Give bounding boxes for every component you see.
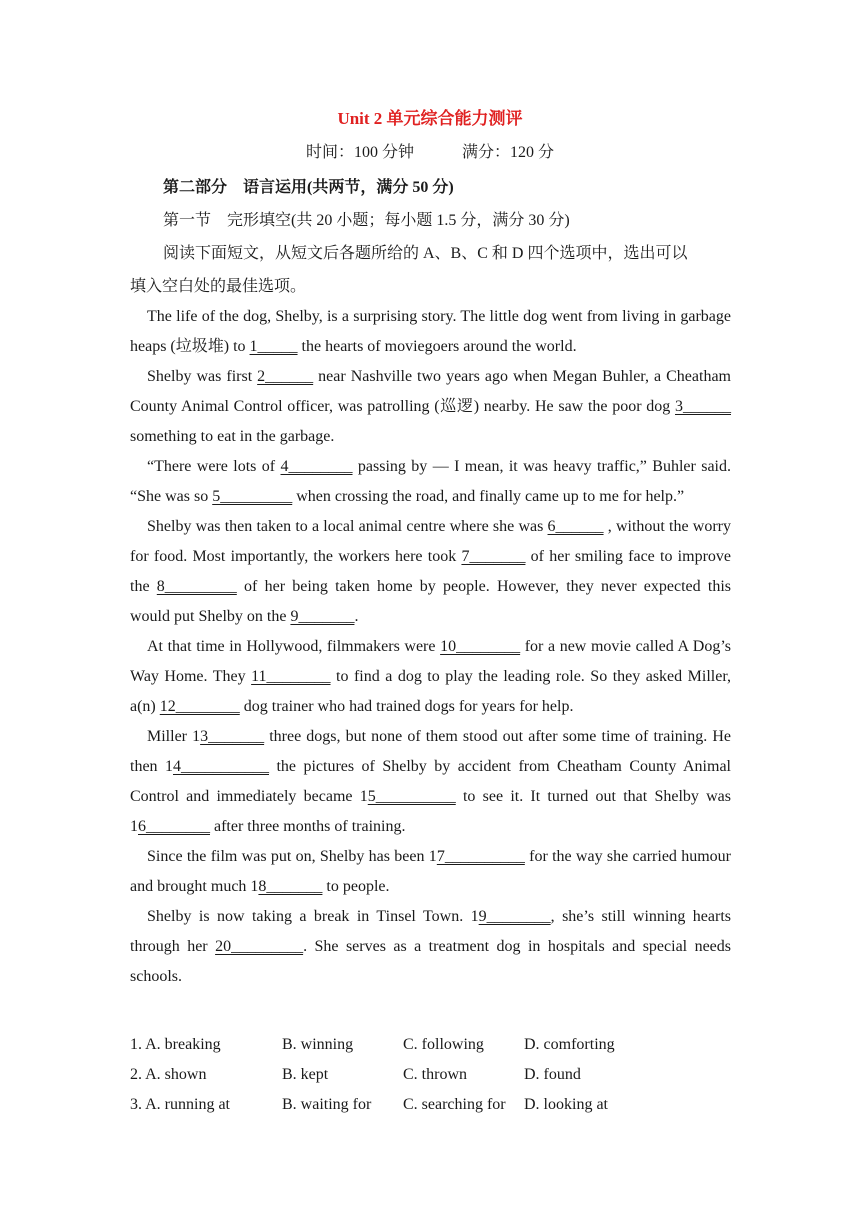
page-title: Unit 2 单元综合能力测评	[337, 109, 523, 128]
blank-2: 2______	[257, 368, 314, 385]
blank-20: 20_________	[215, 938, 304, 955]
option-a: 1. A. breaking	[130, 1036, 221, 1053]
blank-5: 5_________	[212, 488, 293, 505]
option-a: 3. A. running at	[130, 1096, 230, 1113]
blank-15: 5__________	[367, 788, 456, 805]
passage-paragraph: Since the film was put on, Shelby has been 17__________ for the way she carried humour and brought much 18_______ to people.	[130, 848, 732, 895]
instruction-line-1: 阅读下面短文，从短文后各题所给的 A、B、C 和 D 四个选项中，选出可以	[163, 245, 688, 262]
option-b: B. waiting for	[282, 1096, 372, 1113]
option-d: D. found	[524, 1066, 581, 1083]
blank-7: 7_______	[461, 548, 526, 565]
answer-options	[130, 1030, 644, 1120]
blank-3: 3______	[675, 398, 731, 415]
option-c: C. searching for	[403, 1096, 506, 1113]
blank-17: 7__________	[436, 848, 525, 865]
passage-paragraph: Miller 13_______ three dogs, but none of them stood out after some time of training. He then 14___________ the pictures of Shelby by accident from Cheatham County Animal Control and immediately became 15__________ to see it. It turned out that Shelby was 16________ after three months of training.	[130, 728, 732, 835]
option-row-2	[130, 1060, 644, 1090]
blank-10: 10________	[440, 638, 521, 655]
blank-12: 12________	[159, 698, 240, 715]
subsection-heading: 第一节 完形填空(共 20 小题；每小题 1.5 分，满分 30 分)	[163, 212, 570, 229]
exam-time: 时间：100 分钟	[305, 144, 414, 161]
blank-14: 4___________	[173, 758, 269, 775]
blank-4: 4________	[280, 458, 353, 475]
option-c: C. thrown	[403, 1066, 467, 1083]
blank-11: 11________	[251, 668, 331, 685]
exam-score: 满分：120 分	[462, 144, 555, 161]
cloze-passage	[130, 302, 731, 992]
blank-1: 1_____	[249, 338, 298, 355]
option-row-3	[130, 1090, 644, 1120]
blank-13: 3_______	[200, 728, 265, 745]
option-b: B. kept	[282, 1066, 329, 1083]
option-a: 2. A. shown	[130, 1066, 207, 1083]
passage-paragraph: The life of the dog, Shelby, is a surprising story. The little dog went from living in garbage heaps (垃圾堆) to 1_____ the hearts of moviegoers around the world.	[130, 308, 731, 355]
blank-18: 8_______	[258, 878, 323, 895]
passage-paragraph: Shelby was first 2______ near Nashville two years ago when Megan Buhler, a Cheatham County Animal Control officer, was patrolling (巡逻) nearby. He saw the poor dog 3______ something to eat in the garbage.	[130, 368, 731, 445]
exam-meta	[0, 139, 860, 162]
section-heading: 第二部分 语言运用(共两节，满分 50 分)	[163, 179, 454, 196]
passage-paragraph: Shelby was then taken to a local animal centre where she was 6______ , without the worry for food. Most importantly, the workers here took 7_______ of her smiling face to improve the 8_________ of her being taken home by people. However, they never expected this would put Shelby on the 9_______.	[130, 518, 732, 625]
option-b: B. winning	[282, 1036, 354, 1053]
option-c: C. following	[403, 1036, 484, 1053]
blank-8: 8_________	[156, 578, 237, 595]
blank-16: 6________	[138, 818, 210, 835]
option-d: D. looking at	[524, 1096, 608, 1113]
passage-paragraph: Shelby is now taking a break in Tinsel Town. 19________, she’s still winning hearts through her 20_________. She serves as a treatment dog in hospitals and special needs schools.	[130, 908, 731, 985]
option-row-1	[130, 1030, 644, 1060]
option-d: D. comforting	[524, 1036, 615, 1053]
blank-19: 9________	[478, 908, 551, 925]
instruction-line-2: 填入空白处的最佳选项。	[130, 278, 307, 295]
blank-6: 6______	[547, 518, 604, 535]
passage-paragraph: “There were lots of 4________ passing by — I mean, it was heavy traffic,” Buhler said. “She was so 5_________ when crossing the road, and finally came up to me for help.”	[130, 458, 731, 505]
blank-9: 9_______	[290, 608, 355, 625]
passage-paragraph: At that time in Hollywood, filmmakers were 10________ for a new movie called A Dog’s Way Home. They 11________ to find a dog to play the leading role. So they asked Miller, a(n) 12________ dog trainer who had trained dogs for years for help.	[130, 638, 732, 715]
